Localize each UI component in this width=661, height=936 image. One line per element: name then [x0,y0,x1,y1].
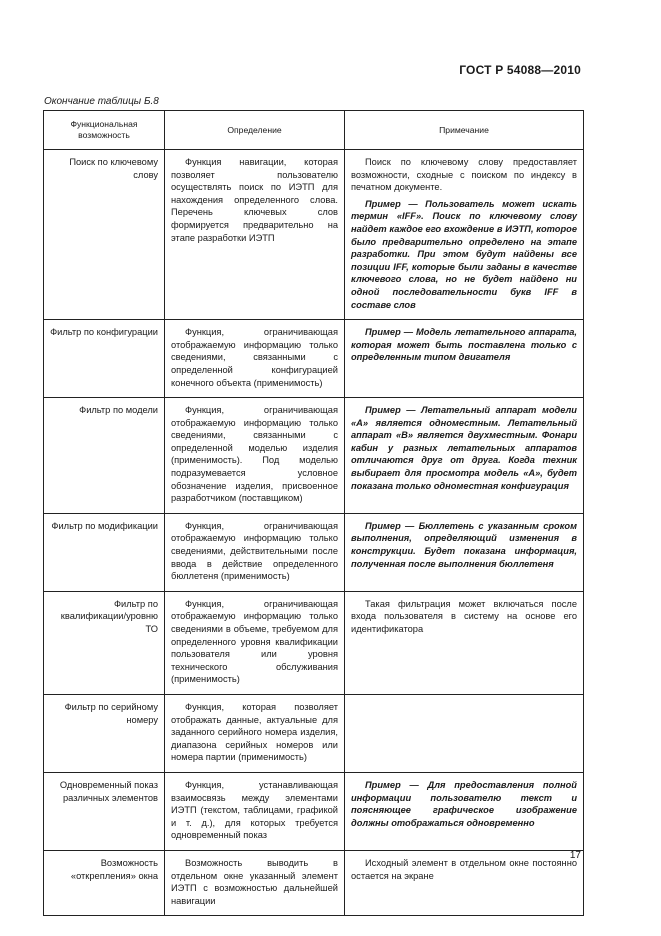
table-row [44,694,584,772]
note-text: Исходный элемент в отдельном окне постоянно остается на экране [351,857,577,881]
table-header-row [44,111,584,150]
note-example: Пример — Летательный аппарат модели «А» является одноместным. Летательный аппарат «В» является двухместным. Фонари кабин у разных летательных аппаратов отличаются друг от друга. Когда техник выбирает для просмотра модель «А», будет показана только одноместная конфигурация [351,405,577,491]
table-row [44,398,584,514]
note-text: Такая фильтрация может включаться после входа пользователя в систему на основе его идентификатора [351,598,577,634]
table-caption: Окончание таблицы Б.8 [44,96,159,107]
capability-definition: Функция навигации, которая позволяет пользователю осуществлять поиск по ИЭТП для нахождения определенного слова. Перечень ключевых слов формируется предварительно на этапе разработки ИЭТП [165,150,345,320]
table-row [44,772,584,850]
capability-name: Поиск по ключевому слову [44,150,165,320]
capability-note [345,398,584,514]
document-id: ГОСТ Р 54088—2010 [459,63,581,77]
capability-name: Фильтр по модели [44,398,165,514]
column-header-note: Примечание [345,111,584,150]
column-header-definition: Определение [165,111,345,150]
capability-name: Фильтр по серийному номеру [44,694,165,772]
capability-note [345,513,584,591]
capability-definition: Функция, которая позволяет отображать данные, актуальные для заданного серийного номера изделия, диапазона серийных номеров или номера партии (применимость) [165,694,345,772]
capability-name: Фильтр по квалификации/уровню ТО [44,591,165,694]
table-row [44,850,584,915]
capability-definition: Функция, ограничивающая отображаемую информацию только сведениями, связанными с определенной моделью изделия (применимость). Под моделью подразумевается условное обозначение изделия, присвоенное разработчиком (поставщиком) [165,398,345,514]
capability-note [345,150,584,320]
capability-note [345,850,584,915]
capability-name: Одновременный показ различных элементов [44,772,165,850]
table-row [44,513,584,591]
note-text: Поиск по ключевому слову предоставляет возможности, сходные с поиском по индексу в печатном документе. [351,157,577,193]
table-row [44,591,584,694]
capability-definition: Функция, устанавливающая взаимосвязь между элементами ИЭТП (текстом, таблицами, графикой и т. д.), для которых требуется одновременный показ [165,772,345,850]
column-header-capability: Функциональная возможность [44,111,165,150]
note-example: Пример — Бюллетень с указанным сроком выполнения, определяющий изменения в конструкции. Будет показана информация, полученная после выполнения бюллетеня [351,520,577,569]
capability-name: Фильтр по конфигурации [44,320,165,398]
capability-note [345,591,584,694]
capability-name: Возможность «открепления» окна [44,850,165,915]
capability-definition: Функция, ограничивающая отображаемую информацию только сведениями, связанными с определенной конфигурацией конечного объекта (применимость) [165,320,345,398]
capability-definition: Возможность выводить в отдельном окне указанный элемент ИЭТП с возможностью дальнейшей навигации [165,850,345,915]
table-row [44,320,584,398]
capability-note [345,772,584,850]
capability-definition: Функция, ограничивающая отображаемую информацию только сведениями, действительными после ввода в действие определенного бюллетеня (применимость) [165,513,345,591]
note-example: Пример — Модель летательного аппарата, которая может быть поставлена только с определенным типом двигателя [351,327,577,363]
capability-note [345,694,584,772]
capability-name: Фильтр по модификации [44,513,165,591]
functions-table [43,110,584,916]
table-row [44,150,584,320]
capability-definition: Функция, ограничивающая отображаемую информацию только сведениями в объеме, требуемом для определенного уровня квалификации пользователя или уровня технического обслуживания (применимость) [165,591,345,694]
note-example: Пример — Для предоставления полной информации пользователю текст и поясняющее графическое изображение должны отображаться одновременно [351,779,577,828]
page-number: 17 [569,850,581,861]
capability-note [345,320,584,398]
note-example: Пример — Пользователь может искать термин «IFF». Поиск по ключевому слову найдет каждое его вхождение в ИЭТП, которое было предварительно определено на этапе разработки. При этом будут найдены все позиции IFF, которые были заданы в качестве ключевого слова, но не будет найдено ни одной последовательности букв IFF в составе слов [351,198,577,310]
